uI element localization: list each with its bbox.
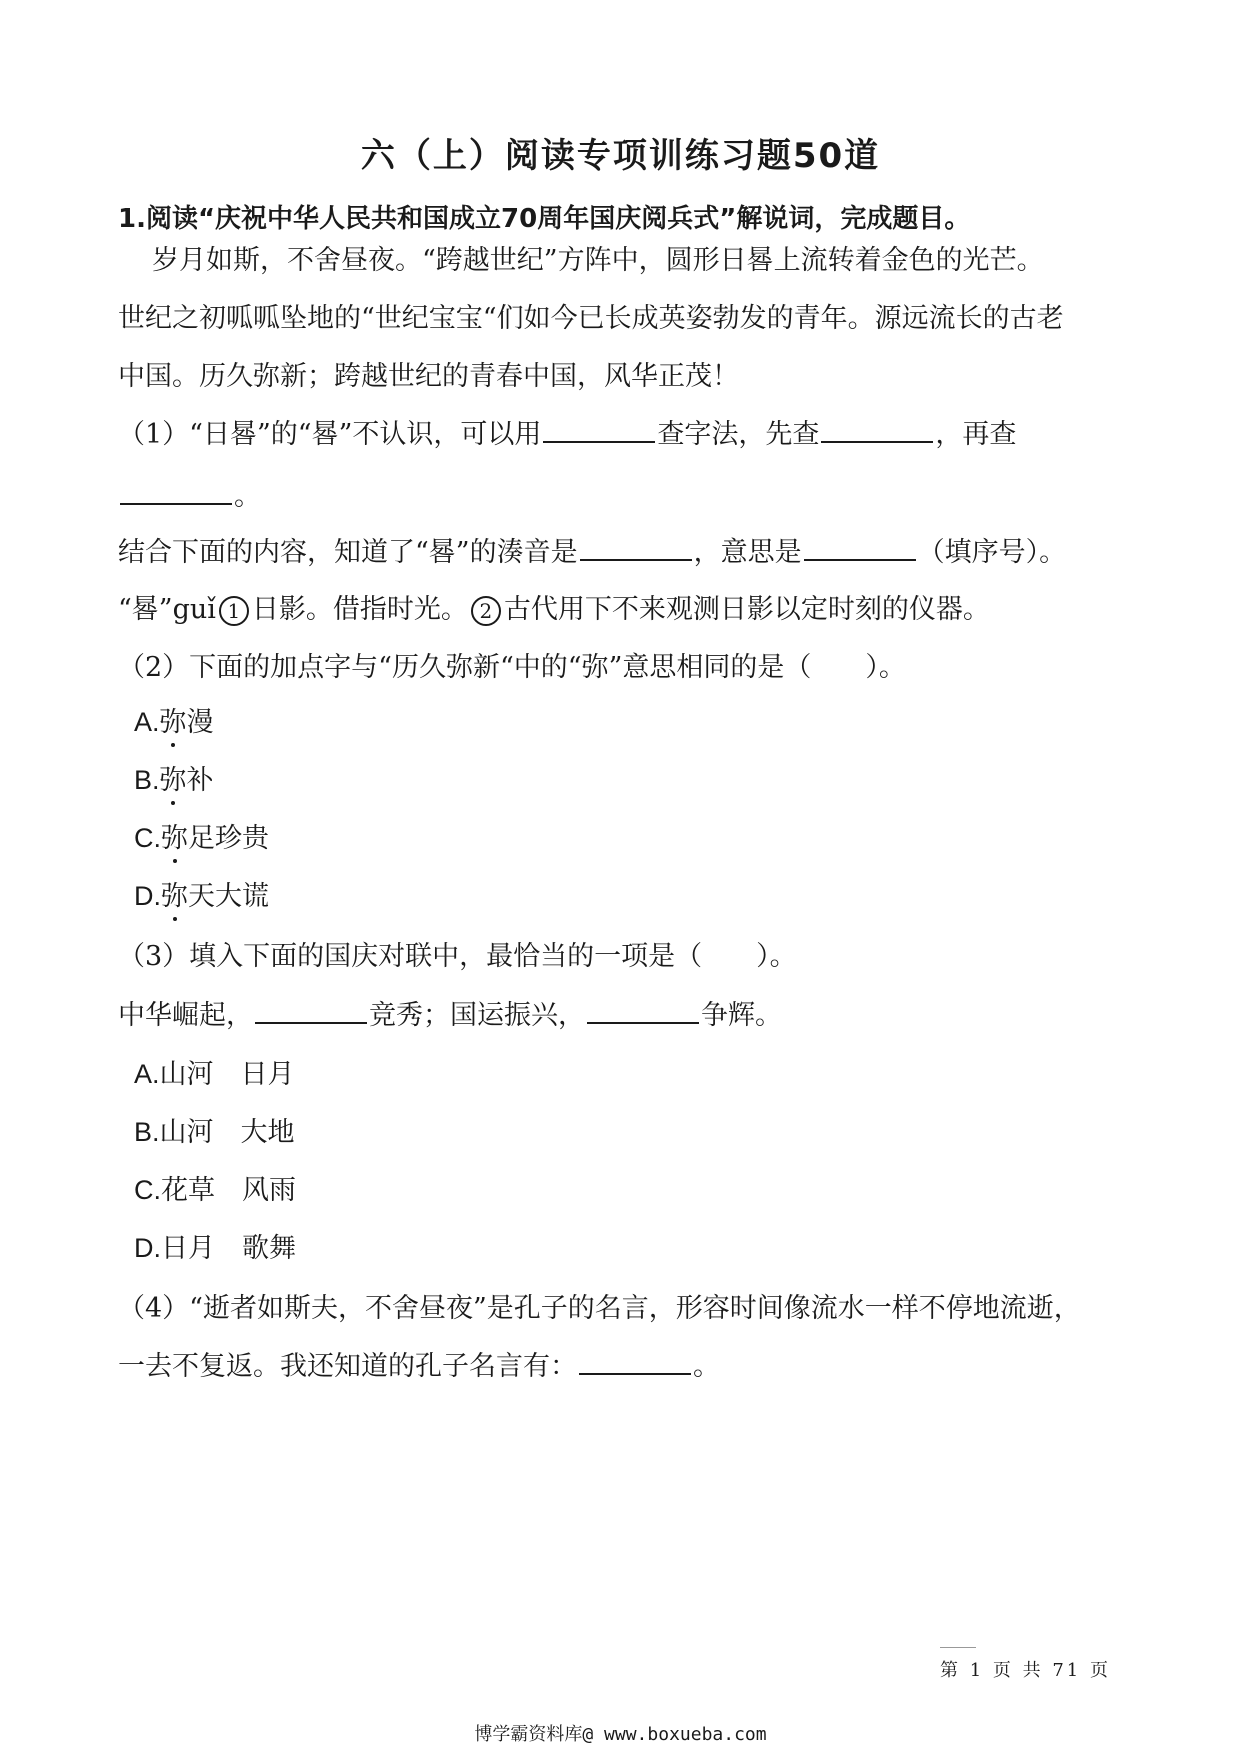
text: 古代用下不来观测日影以定时刻的仪器。 <box>503 594 990 625</box>
answer-blank[interactable] <box>804 533 916 561</box>
sub-question-1-cont <box>118 474 261 513</box>
passage-line: 世纪之初呱呱坠地的“世纪宝宝“们如今已长成英姿勃发的青年。源远流长的古老 <box>118 303 1064 334</box>
page-number: 第 1 页 共 71 页 <box>940 1660 1111 1681</box>
option-a[interactable] <box>134 700 214 739</box>
text: 争辉。 <box>701 1000 782 1031</box>
option-text: 漫 <box>186 707 214 737</box>
option-text: 天大谎 <box>188 881 269 911</box>
sub-question-2: （2）下面的加点字与“历久弥新“中的“弥”意思相同的是（ ）。 <box>118 652 906 683</box>
sub-question-4: （4）“逝者如斯夫，不舍昼夜”是孔子的名言，形容时间像流水一样不停地流逝， <box>118 1293 1081 1324</box>
option-a[interactable]: A.山河 日月 <box>134 1059 295 1089</box>
text: 一去不复返。我还知道的孔子名言有： <box>118 1351 577 1382</box>
passage-line: 岁月如斯，不舍昼夜。“跨越世纪”方阵中，圆形日晷上流转着金色的光芒。 <box>152 245 1044 276</box>
dotted-char: 弥 <box>160 700 187 739</box>
dotted-char: 弥 <box>161 816 188 855</box>
answer-blank[interactable] <box>821 415 933 443</box>
question-heading: 1.阅读“庆祝中华人民共和国成立70周年国庆阅兵式”解说词，完成题目。 <box>118 204 971 234</box>
answer-blank[interactable] <box>579 1347 691 1375</box>
text: （填序号）。 <box>917 537 1067 568</box>
text: 。 <box>693 1351 720 1382</box>
answer-blank[interactable] <box>120 477 232 505</box>
option-d[interactable]: D.日月 歌舞 <box>134 1233 296 1263</box>
dotted-char: 弥 <box>161 874 188 913</box>
answer-blank[interactable] <box>255 996 367 1024</box>
answer-blank[interactable] <box>543 415 655 443</box>
passage-line: 中国。历久弥新；跨越世纪的青春中国，风华正茂！ <box>118 361 739 392</box>
text: 日影。借指时光。 <box>251 594 468 625</box>
option-label: D. <box>134 881 161 911</box>
page-title: 六（上）阅读专项训练习题50道 <box>360 136 881 176</box>
circled-number-2: 2 <box>471 596 501 626</box>
circled-number-1: 1 <box>219 596 249 626</box>
divider <box>940 1647 976 1648</box>
dotted-char: 弥 <box>160 758 187 797</box>
sub-question-3: （3）填入下面的国庆对联中，最恰当的一项是（ ）。 <box>118 941 797 972</box>
option-d[interactable] <box>134 874 269 913</box>
option-label: C. <box>134 823 161 853</box>
dictionary-definition <box>118 587 990 626</box>
sub-question-1 <box>118 412 1016 451</box>
option-b[interactable] <box>134 758 214 797</box>
couplet <box>118 993 782 1032</box>
option-b[interactable]: B.山河 大地 <box>134 1117 295 1147</box>
answer-blank[interactable] <box>580 533 692 561</box>
text: ，意思是 <box>693 537 802 568</box>
text: 。 <box>234 481 261 512</box>
text: “晷”guǐ <box>118 594 216 625</box>
text: 结合下面的内容，知道了“晷”的湊音是 <box>118 537 578 568</box>
text: 中华崛起， <box>118 1000 253 1031</box>
text: 竞秀；国运振兴， <box>369 1000 585 1031</box>
text: ，再查 <box>935 419 1017 450</box>
option-c[interactable]: C.花草 风雨 <box>134 1175 296 1205</box>
text: （1）“日晷”的“晷”不认识，可以用 <box>118 419 542 450</box>
footer-watermark: 博学霸资料库@ www.boxueba.com <box>474 1724 767 1745</box>
sub-question-1-pronunciation <box>118 530 1066 569</box>
option-c[interactable] <box>134 816 269 855</box>
option-label: A. <box>134 707 160 737</box>
option-label: B. <box>134 765 160 795</box>
sub-question-4-cont <box>118 1344 720 1383</box>
text: 查字法，先查 <box>657 419 820 450</box>
option-text: 足珍贵 <box>188 823 269 853</box>
answer-blank[interactable] <box>587 996 699 1024</box>
option-text: 补 <box>186 765 214 795</box>
